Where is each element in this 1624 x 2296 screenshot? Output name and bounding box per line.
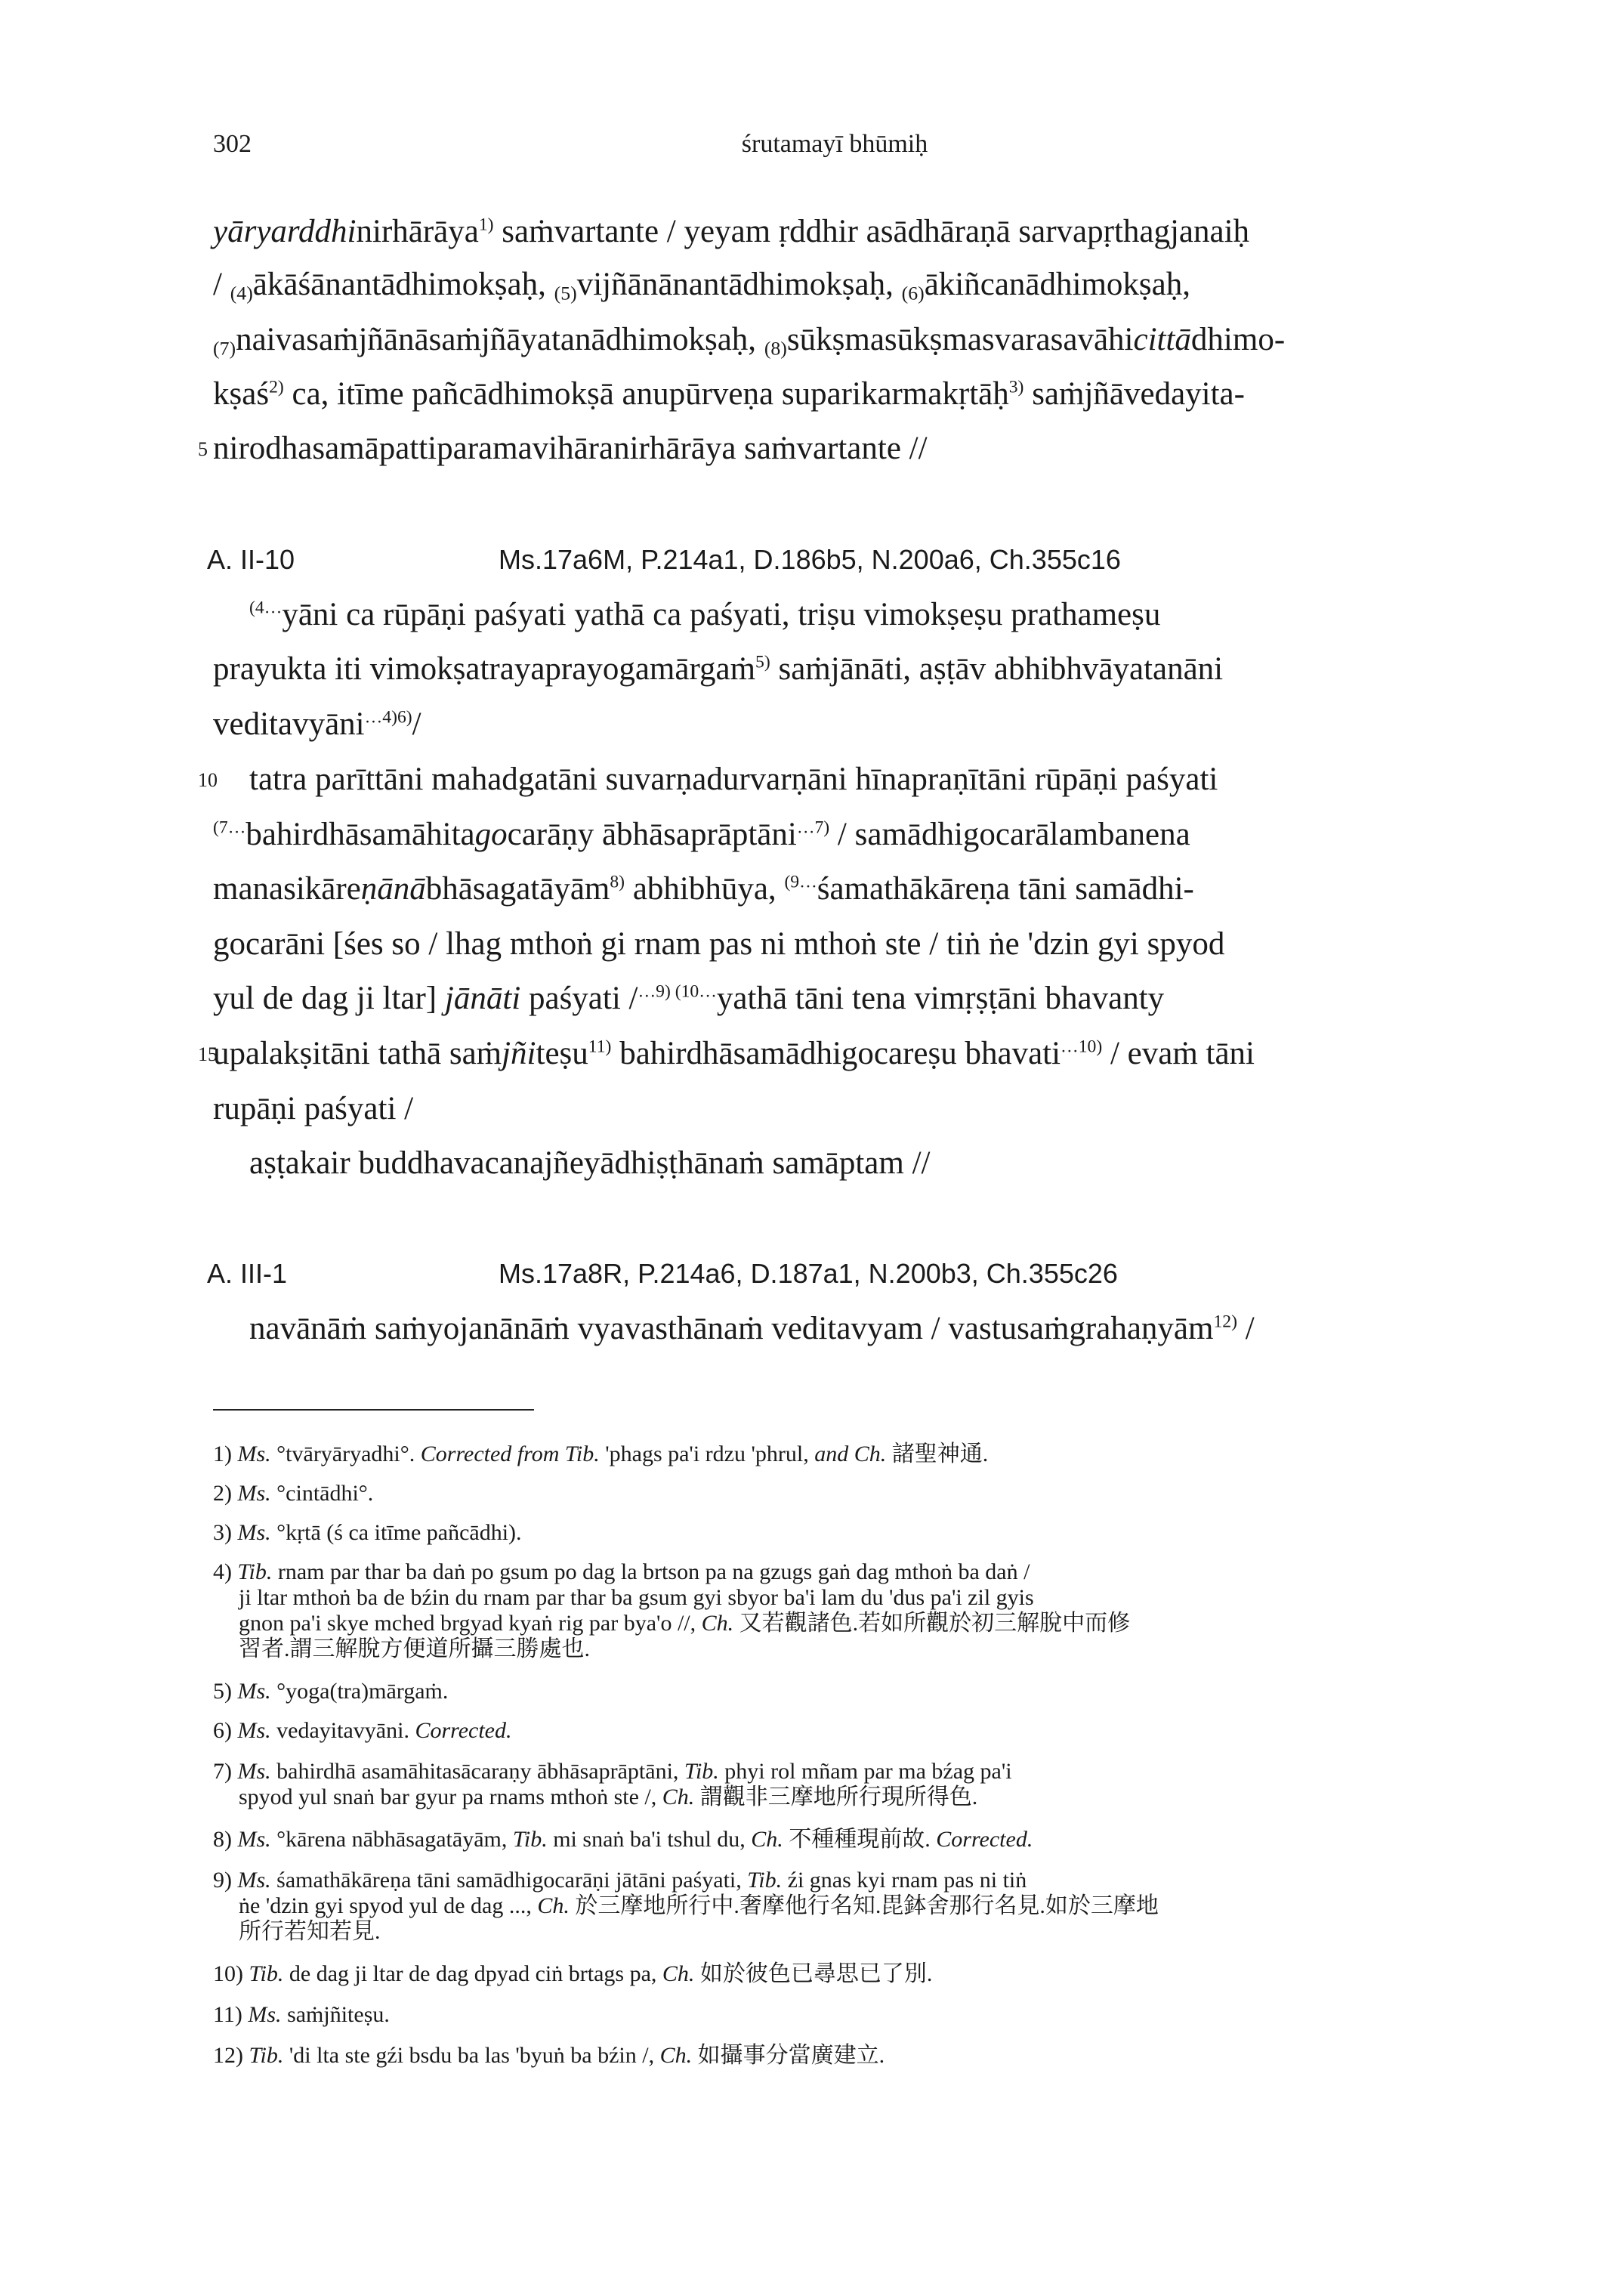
section-label: A. II-10 bbox=[207, 544, 295, 575]
text-line: tatra parīttāni mahadgatāni suvarṇadurvarṇāni hīnapraṇītāni rūpāṇi paśyati bbox=[249, 762, 1218, 797]
footnote: 3) Ms. °kṛtā (ś ca itīme pañcādhi). bbox=[213, 1520, 522, 1545]
text-line: rupāṇi paśyati / bbox=[213, 1091, 414, 1126]
footnote: 7) Ms. bahirdhā asamāhitasācaraṇy ābhāsaprāptāni, Tib. phyi rol mñam par ma bźag pa'i bbox=[213, 1759, 1012, 1784]
footnote: 12) Tib. 'di lta ste gźi bsdu ba las 'byuṅ ba bźin /, Ch. 如攝事分當廣建立. bbox=[213, 2043, 885, 2068]
footnote: 11) Ms. saṁjñiteṣu. bbox=[213, 2002, 390, 2027]
line-number: 15 bbox=[198, 1043, 218, 1065]
footnote: 6) Ms. vedayitavyāni. Corrected. bbox=[213, 1718, 512, 1743]
footnote: 2) Ms. °cintādhi°. bbox=[213, 1481, 374, 1506]
running-title: śrutamayī bhūmiḥ bbox=[741, 130, 928, 158]
text-line: $^{(4\dots}$yāni ca rūpāṇi paśyati yathā ca paśyati, triṣu vimokṣeṣu prathameṣu bbox=[249, 597, 1161, 632]
footnote-continuation: ṅe 'dzin gyi spyod yul de dag ..., Ch. 於三摩地所行中.奢摩他行名知.毘鉢舍那行名見.如於三摩地 bbox=[239, 1893, 1159, 1918]
footnote-continuation: 習者.謂三解脫方便道所攝三勝處也. bbox=[239, 1636, 590, 1661]
footnote: 9) Ms. śamathākāreṇa tāni samādhigocarāṇi jātāni paśyati, Tib. źi gnas kyi rnam pas ni tiṅ bbox=[213, 1868, 1027, 1893]
footnote-continuation: gnon pa'i skye mched brgyad kyaṅ rig par bya'o //, Ch. 又若觀諸色.若如所觀於初三解脫中而修 bbox=[239, 1611, 1131, 1636]
footnote: 8) Ms. °kārena nābhāsagatāyām, Tib. mi snaṅ ba'i tshul du, Ch. 不種種現前故. Corrected. bbox=[213, 1827, 1033, 1852]
footnote: 1) Ms. °tvāryāryadhi°. Corrected from Tib. 'phags pa'i rdzu 'phrul, and Ch. 諸聖神通. bbox=[213, 1442, 989, 1466]
manuscript-reference: Ms.17a8R, P.214a6, D.187a1, N.200b3, Ch.355c26 bbox=[499, 1258, 1118, 1289]
footnote-continuation: 所行若知若見. bbox=[239, 1919, 381, 1944]
text-line: manasikāreṇānābhāsagatāyām$^{8)}$ abhibhūya, $^{(9\dots}$śamathākāreṇa tāni samādhi- bbox=[213, 871, 1194, 907]
footnote-rule bbox=[213, 1409, 534, 1411]
text-line: $_{(7)}$naivasaṁjñānāsaṁjñāyatanādhimokṣaḥ, $_{(8)}$sūkṣmasūkṣmasvarasavāhicittādhimo- bbox=[213, 322, 1286, 360]
text-line: yul de dag ji ltar] jānāti paśyati /$^{\dots 9)}$ $^{(10\dots}$yathā tāni tena vimṛṣṭāni bhavanty bbox=[213, 981, 1165, 1016]
footnote-continuation: ji ltar mthoṅ ba de bźin du rnam par thar ba gsum gyi sbyor ba'i lam du 'dus pa'i zil gyis bbox=[239, 1585, 1034, 1610]
text-line: navānāṁ saṁyojanānāṁ vyavasthānaṁ veditavyam / vastusaṁgrahaṇyām$^{12)}$ / bbox=[249, 1311, 1255, 1346]
text-line: veditavyāni$^{\dots 4)6)}$/ bbox=[213, 706, 421, 742]
text-line: nirodhasamāpattiparamavihāranirhārāya saṁvartante // bbox=[213, 431, 928, 466]
footnote: 10) Tib. de dag ji ltar de dag dpyad ciṅ brtags pa, Ch. 如於彼色已尋思已了別. bbox=[213, 1961, 933, 1986]
text-line: upalakṣitāni tathā saṁjñiteṣu$^{11)}$ bahirdhāsamādhigocareṣu bhavati$^{\dots 10)}$ / evaṁ tāni bbox=[213, 1036, 1255, 1071]
text-line: prayukta iti vimokṣatrayaprayogamārgaṁ$^{5)}$ saṁjānāti, aṣṭāv abhibhvāyatanāni bbox=[213, 651, 1224, 687]
line-number: 5 bbox=[198, 438, 208, 460]
text-line: / $_{(4)}$ākāśānantādhimokṣaḥ, $_{(5)}$vijñānānantādhimokṣaḥ, $_{(6)}$ākiñcanādhimokṣaḥ, bbox=[213, 267, 1190, 304]
text-line: kṣaś$^{2)}$ ca, itīme pañcādhimokṣā anupūrveṇa suparikarmakṛtāḥ$^{3)}$ saṁjñāvedayita- bbox=[213, 376, 1245, 412]
text-line: yāryarddhinirhārāya$^{1)}$ saṁvartante / yeyam ṛddhir asādhāraṇā sarvapṛthagjanaiḥ bbox=[213, 214, 1250, 249]
text-line: aṣṭakair buddhavacanajñeyādhiṣṭhānaṁ samāptam // bbox=[249, 1145, 931, 1181]
section-label: A. III-1 bbox=[207, 1258, 288, 1289]
line-number: 10 bbox=[198, 769, 218, 791]
footnote: 5) Ms. °yoga(tra)mārgaṁ. bbox=[213, 1679, 449, 1704]
page-number: 302 bbox=[213, 130, 252, 158]
text-line: gocarāni [śes so / lhag mthoṅ gi rnam pas ni mthoṅ ste / tiṅ ṅe 'dzin gyi spyod bbox=[213, 926, 1225, 962]
footnote: 4) Tib. rnam par thar ba daṅ po gsum po dag la brtson pa na gzugs gaṅ dag mthoṅ ba daṅ / bbox=[213, 1559, 1030, 1584]
footnote-continuation: spyod yul snaṅ bar gyur pa rnams mthoṅ ste /, Ch. 謂觀非三摩地所行現所得色. bbox=[239, 1785, 978, 1809]
manuscript-reference: Ms.17a6M, P.214a1, D.186b5, N.200a6, Ch.355c16 bbox=[499, 544, 1121, 575]
text-line: $^{(7\dots}$bahirdhāsamāhitagocarāṇy ābhāsaprāptāni$^{\dots 7)}$ / samādhigocarālambanena bbox=[213, 817, 1190, 852]
